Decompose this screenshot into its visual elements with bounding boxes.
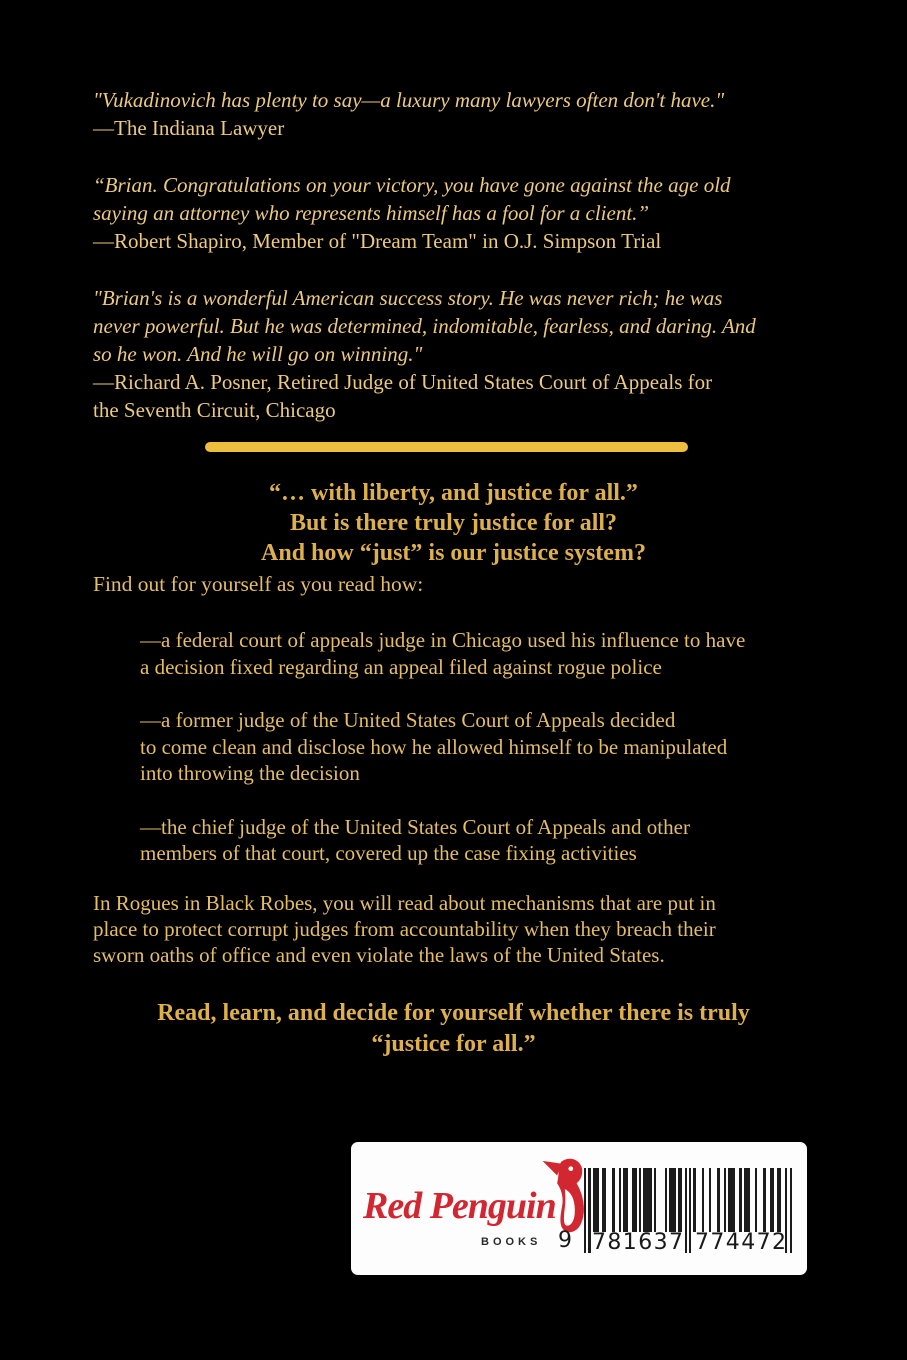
quote-line: so he won. And he will go on winning." bbox=[93, 342, 423, 366]
synopsis-paragraph bbox=[93, 890, 716, 968]
bullet-line: members of that court, covered up the case fixing activities bbox=[140, 841, 637, 865]
tagline-line: And how “just” is our justice system? bbox=[261, 540, 646, 566]
quote-line: saying an attorney who represents himself has a fool for a client.” bbox=[93, 201, 650, 225]
bullet-line: —a federal court of appeals judge in Chicago used his influence to have bbox=[140, 628, 746, 652]
quote-attribution bbox=[93, 114, 756, 142]
quote-line: "Brian's is a wonderful American success story. He was never rich; he was bbox=[93, 286, 723, 310]
publisher-logo-text: Red Penguin bbox=[363, 1185, 556, 1227]
synopsis-line: In Rogues in Black Robes, you will read about mechanisms that are put in bbox=[93, 891, 716, 915]
bullet-list bbox=[140, 627, 745, 894]
cta-line: Read, learn, and decide for yourself whether there is truly bbox=[157, 1000, 750, 1026]
intro-line: Find out for yourself as you read how: bbox=[93, 572, 424, 596]
quote-block bbox=[93, 284, 756, 424]
publisher-books-label: BOOKS bbox=[481, 1236, 542, 1248]
quote-line: "Vukadinovich has plenty to say—a luxury many lawyers often don't have." bbox=[93, 88, 725, 112]
penguin-icon bbox=[537, 1156, 587, 1234]
isbn-digit-left: 9 bbox=[558, 1228, 572, 1253]
quote-attribution bbox=[93, 227, 756, 255]
attribution-line: —The Indiana Lawyer bbox=[93, 116, 285, 140]
bullet-line: into throwing the decision bbox=[140, 761, 360, 785]
quote-attribution bbox=[93, 368, 756, 424]
attribution-line: the Seventh Circuit, Chicago bbox=[93, 398, 336, 422]
quote-line: never powerful. But he was determined, indomitable, fearless, and daring. And bbox=[93, 314, 756, 338]
publisher-barcode-panel bbox=[351, 1142, 807, 1275]
quote-text bbox=[93, 171, 756, 227]
quote-text bbox=[93, 284, 756, 368]
quote-line: “Brian. Congratulations on your victory, you have gone against the age old bbox=[93, 173, 731, 197]
isbn-digit-group-1: 781637 bbox=[592, 1230, 685, 1255]
tagline-line: But is there truly justice for all? bbox=[289, 510, 618, 536]
divider-rule bbox=[205, 442, 688, 452]
bullet-line: —the chief judge of the United States Court of Appeals and other bbox=[140, 814, 690, 839]
cta-line: “justice for all.” bbox=[371, 1031, 536, 1057]
tagline bbox=[0, 478, 907, 568]
bullet-item bbox=[140, 814, 745, 867]
isbn-barcode bbox=[558, 1168, 793, 1264]
bullet-line: to come clean and disclose how he allowed himself to be manipulated bbox=[140, 734, 728, 759]
synopsis-line: sworn oaths of office and even violate the laws of the United States. bbox=[93, 943, 665, 967]
bullet-line: —a former judge of the United States Court of Appeals decided bbox=[140, 708, 676, 732]
barcode-module bbox=[790, 1168, 792, 1253]
attribution-line: —Richard A. Posner, Retired Judge of United States Court of Appeals for bbox=[93, 370, 713, 394]
bullet-line: a decision fixed regarding an appeal filed against rogue police bbox=[140, 654, 662, 679]
review-quotes bbox=[93, 86, 756, 453]
isbn-digit-group-2: 774472 bbox=[695, 1230, 788, 1255]
call-to-action bbox=[0, 998, 907, 1060]
quote-block bbox=[93, 171, 756, 255]
attribution-line: —Robert Shapiro, Member of "Dream Team" in O.J. Simpson Trial bbox=[93, 229, 662, 253]
bullet-item bbox=[140, 707, 745, 787]
quote-text bbox=[93, 86, 756, 114]
quote-block bbox=[93, 86, 756, 142]
synopsis-line: place to protect corrupt judges from accountability when they breach their bbox=[93, 917, 716, 941]
bullet-item bbox=[140, 627, 745, 680]
tagline-line: “… with liberty, and justice for all.” bbox=[269, 480, 638, 506]
